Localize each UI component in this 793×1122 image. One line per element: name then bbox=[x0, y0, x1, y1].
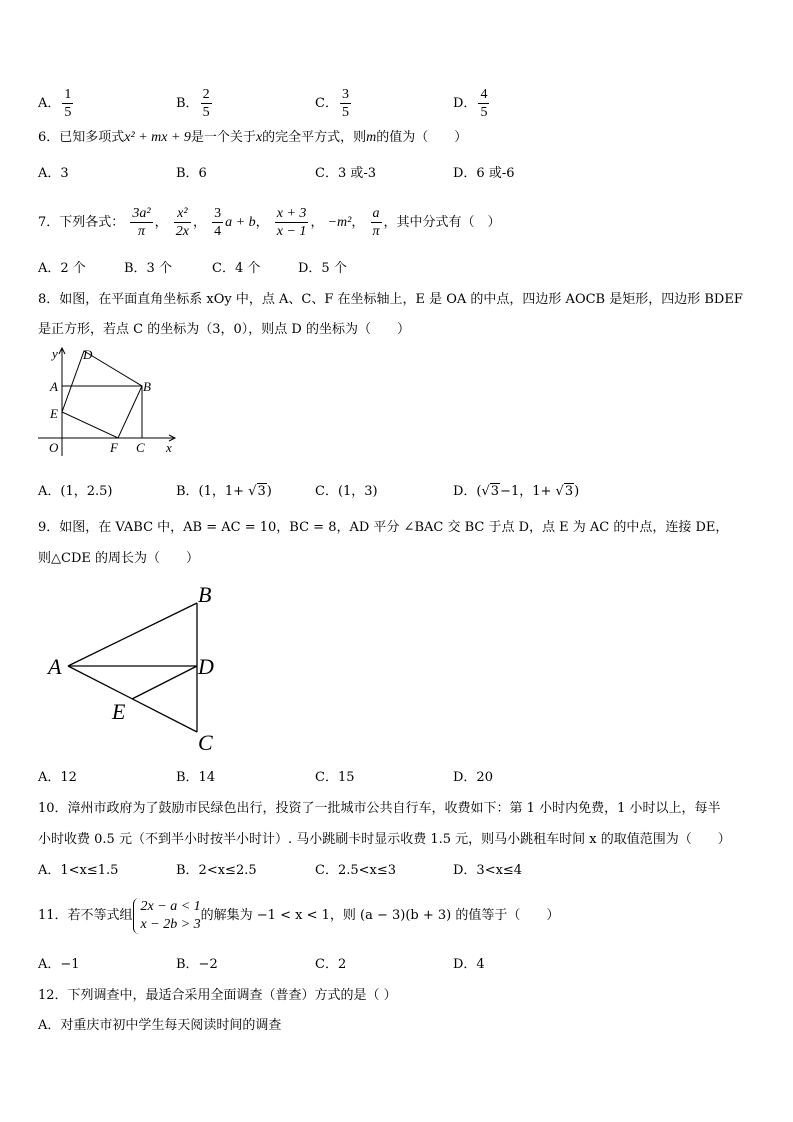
q10-option-d: D．3<x≤4 bbox=[453, 863, 523, 878]
q9-label-b: B bbox=[198, 582, 212, 607]
q11-option-d: D．4 bbox=[453, 957, 485, 972]
q9-stem-line-2: 则△CDE 的周长为（ ） bbox=[38, 551, 199, 566]
q10-stem-line-1: 10．漳州市政府为了鼓励市民绿色出行，投资了一批城市公共自行车，收费如下：第 1 小时内免费，1 小时以上，每半 bbox=[38, 801, 721, 816]
q8-option-c: C．(1，3) bbox=[315, 484, 378, 499]
q8-label-d: D bbox=[83, 347, 93, 362]
q5-option-c: C． $\frac{3}{5}$ bbox=[315, 87, 349, 120]
q8-label-o: O bbox=[49, 440, 59, 455]
q9-option-c: C．15 bbox=[315, 770, 355, 785]
q9-label-e: E bbox=[112, 699, 126, 724]
q9-figure bbox=[40, 580, 230, 756]
q9-option-d: D．20 bbox=[453, 770, 493, 785]
q11-inequality-system: 2x − a < 1 x − 2b > 3 bbox=[133, 898, 201, 934]
q6-option-b: B．6 bbox=[176, 166, 207, 181]
q8-label-x: x bbox=[166, 440, 172, 455]
q5-option-d: D． $\frac{4}{5}$ bbox=[453, 87, 488, 120]
q6-option-d: D．6 或-6 bbox=[453, 166, 515, 181]
q8-stem-line-1: 8．如图，在平面直角坐标系 xOy 中，点 A、C、F 在坐标轴上，E 是 OA 的中点，四边形 AOCB 是矩形，四边形 BDEF bbox=[38, 292, 743, 307]
q6-stem: 6．已知多项式x² + mx + 9是一个关于x的完全平方式，则m的值为（ ） bbox=[38, 130, 468, 145]
q7-option-c: C．4 个 bbox=[212, 261, 261, 276]
q7-stem: 7．下列各式： $\frac{\text{3a²}}{\pi}$ ， $\frac{\text{x²}}{2x}$ ， $\frac{3}{4}$ a + b， $\frac{x + 3}{x - 1}$ ， −m²， $\frac{a}{\pi}$ ，其中分式有（ ） bbox=[38, 206, 501, 239]
q8-label-c: C bbox=[136, 440, 145, 455]
q11-option-a: A．−1 bbox=[38, 957, 80, 972]
q7-option-a: A．2 个 bbox=[38, 261, 86, 276]
q8-option-b: B．(1，1+ √3) bbox=[176, 484, 272, 499]
q5-option-a: A． $\frac{1}{5}$ bbox=[38, 87, 72, 120]
q7-expr-1: $\frac{\text{3a²}}{\pi}$ bbox=[132, 206, 151, 239]
q10-option-a: A．1<x≤1.5 bbox=[38, 863, 119, 878]
q7-expr-4: $\frac{x + 3}{x - 1}$ bbox=[276, 206, 307, 239]
q7-option-d: D．5 个 bbox=[298, 261, 347, 276]
q9-label-a: A bbox=[48, 654, 62, 679]
q7-expr-2: $\frac{\text{x²}}{2x}$ bbox=[175, 206, 189, 239]
q10-stem-line-2: 小时收费 0.5 元（不到半小时按半小时计）. 马小跳刷卡时显示收费 1.5 元，则马小跳租车时间 x 的取值范围为（ ） bbox=[38, 832, 731, 847]
q8-label-e: E bbox=[50, 406, 58, 421]
q8-figure bbox=[30, 344, 190, 462]
q7-option-b: B．3 个 bbox=[124, 261, 172, 276]
q11-option-b: B．−2 bbox=[176, 957, 218, 972]
q7-expr-3: $\frac{3}{4}$ bbox=[214, 206, 222, 239]
q12-stem: 12．下列调查中，最适合采用全面调查（普查）方式的是（ ） bbox=[38, 988, 397, 1003]
q11-option-c: C．2 bbox=[315, 957, 347, 972]
q8-label-a: A bbox=[50, 379, 58, 394]
q10-option-c: C．2.5<x≤3 bbox=[315, 863, 397, 878]
q9-label-c: C bbox=[198, 730, 213, 755]
q9-option-b: B．14 bbox=[176, 770, 216, 785]
q11-stem: 11．若不等式组 2x − a < 1 x − 2b > 3 的解集为 −1 < x < 1，则 (a − 3)(b + 3) 的值等于（ ） bbox=[38, 898, 560, 932]
q8-label-f: F bbox=[110, 440, 118, 455]
q5-option-b: B． $\frac{2}{5}$ bbox=[176, 87, 210, 120]
q8-stem-line-2: 是正方形，若点 C 的坐标为（3，0），则点 D 的坐标为（ ） bbox=[38, 322, 410, 337]
q7-expr-6: $\frac{a}{\pi}$ bbox=[372, 206, 380, 239]
q7-expr-5: −m² bbox=[327, 215, 352, 230]
q8-label-b: B bbox=[143, 379, 151, 394]
q8-option-d: D．(√3−1，1+ √3) bbox=[453, 484, 580, 499]
q9-stem-line-1: 9．如图，在 VABC 中，AB = AC = 10，BC = 8，AD 平分 ∠BAC 交 BC 于点 D，点 E 为 AC 的中点，连接 DE， bbox=[38, 520, 729, 535]
q8-label-y: y bbox=[52, 346, 58, 361]
q6-option-c: C．3 或-3 bbox=[315, 166, 377, 181]
q9-label-d: D bbox=[198, 654, 214, 679]
q8-option-a: A．(1，2.5) bbox=[38, 484, 113, 499]
q12-option-a: A．对重庆市初中学生每天阅读时间的调查 bbox=[38, 1018, 282, 1033]
q10-option-b: B．2<x≤2.5 bbox=[176, 863, 257, 878]
q6-option-a: A．3 bbox=[38, 166, 69, 181]
q9-option-a: A．12 bbox=[38, 770, 77, 785]
